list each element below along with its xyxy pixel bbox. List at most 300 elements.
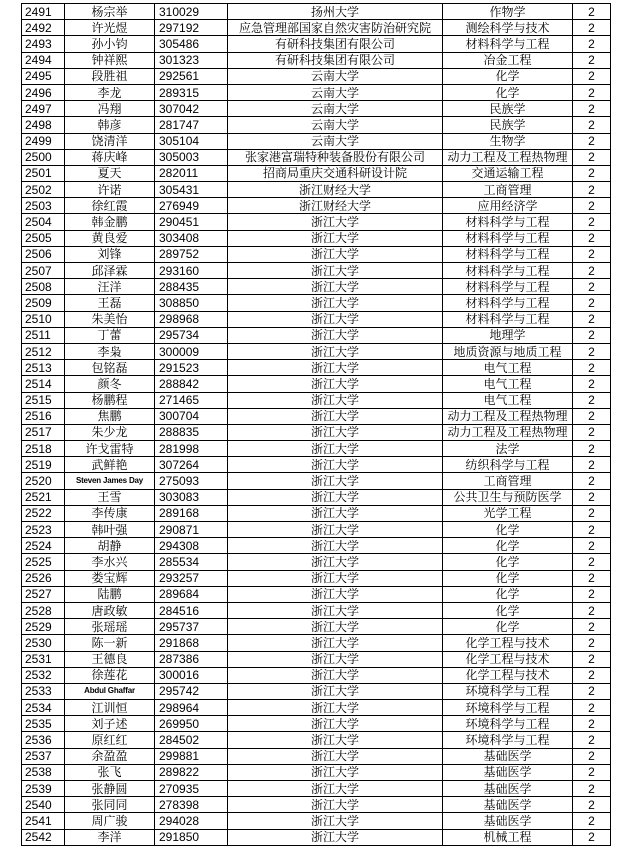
- id-cell: 307264: [155, 457, 228, 473]
- institution-cell: 浙江大学: [228, 327, 443, 343]
- discipline-cell: 化学工程与技术: [443, 635, 573, 651]
- institution-cell: 浙江大学: [228, 619, 443, 635]
- count-cell: 2: [573, 635, 611, 651]
- count-cell: 2: [573, 376, 611, 392]
- count-cell: 2: [573, 230, 611, 246]
- id-cell: 295737: [155, 619, 228, 635]
- table-row: [22, 20, 611, 36]
- name-cell: 许戈雷特: [65, 441, 155, 457]
- id-cell: 300009: [155, 343, 228, 359]
- name-cell: 饶清洋: [65, 133, 155, 149]
- discipline-cell: 基础医学: [443, 748, 573, 764]
- count-cell: 2: [573, 68, 611, 84]
- count-cell: 2: [573, 311, 611, 327]
- discipline-cell: 冶金工程: [443, 52, 573, 68]
- seq-number-cell: 2536: [22, 732, 65, 748]
- name-cell: 徐红霞: [65, 198, 155, 214]
- discipline-cell: 生物学: [443, 133, 573, 149]
- id-cell: 300704: [155, 408, 228, 424]
- institution-cell: 浙江大学: [228, 813, 443, 829]
- seq-number-cell: 2503: [22, 198, 65, 214]
- id-cell: 287386: [155, 651, 228, 667]
- name-cell: 徐莲花: [65, 667, 155, 683]
- count-cell: 2: [573, 586, 611, 602]
- table-row: [22, 311, 611, 327]
- name-cell: Abdul Ghaffar: [65, 683, 155, 699]
- discipline-cell: 材料科学与工程: [443, 279, 573, 295]
- id-cell: 307042: [155, 101, 228, 117]
- discipline-cell: 动力工程及工程热物理: [443, 149, 573, 165]
- name-cell: 张同同: [65, 797, 155, 813]
- institution-cell: 浙江大学: [228, 554, 443, 570]
- name-cell: 许诺: [65, 182, 155, 198]
- table-row: [22, 441, 611, 457]
- seq-number-cell: 2491: [22, 4, 65, 20]
- seq-number-cell: 2533: [22, 683, 65, 699]
- count-cell: 2: [573, 149, 611, 165]
- count-cell: 2: [573, 279, 611, 295]
- name-cell: 包铭磊: [65, 360, 155, 376]
- record-table: [21, 3, 611, 846]
- discipline-cell: 地质资源与地质工程: [443, 343, 573, 359]
- seq-number-cell: 2508: [22, 279, 65, 295]
- id-cell: 291850: [155, 829, 228, 845]
- table-row: [22, 764, 611, 780]
- name-cell: 陈一新: [65, 635, 155, 651]
- institution-cell: 云南大学: [228, 117, 443, 133]
- seq-number-cell: 2532: [22, 667, 65, 683]
- seq-number-cell: 2523: [22, 522, 65, 538]
- seq-number-cell: 2535: [22, 716, 65, 732]
- table-row: [22, 748, 611, 764]
- discipline-cell: 应用经济学: [443, 198, 573, 214]
- seq-number-cell: 2517: [22, 424, 65, 440]
- table-row: [22, 84, 611, 100]
- table-row: [22, 182, 611, 198]
- id-cell: 305431: [155, 182, 228, 198]
- table-row: [22, 813, 611, 829]
- institution-cell: 浙江大学: [228, 570, 443, 586]
- discipline-cell: 化学: [443, 538, 573, 554]
- table-row: [22, 408, 611, 424]
- discipline-cell: 化学工程与技术: [443, 651, 573, 667]
- discipline-cell: 民族学: [443, 101, 573, 117]
- discipline-cell: 材料科学与工程: [443, 36, 573, 52]
- seq-number-cell: 2507: [22, 263, 65, 279]
- seq-number-cell: 2518: [22, 441, 65, 457]
- name-cell: 武鲜艳: [65, 457, 155, 473]
- table-row: [22, 667, 611, 683]
- discipline-cell: 光学工程: [443, 505, 573, 521]
- table-row: [22, 651, 611, 667]
- institution-cell: 有研科技集团有限公司: [228, 52, 443, 68]
- discipline-cell: 环境科学与工程: [443, 716, 573, 732]
- id-cell: 292561: [155, 68, 228, 84]
- name-cell: 唐政敏: [65, 602, 155, 618]
- discipline-cell: 化学: [443, 522, 573, 538]
- seq-number-cell: 2504: [22, 214, 65, 230]
- institution-cell: 浙江大学: [228, 441, 443, 457]
- institution-cell: 张家港富瑞特种装备股份有限公司: [228, 149, 443, 165]
- institution-cell: 浙江大学: [228, 214, 443, 230]
- discipline-cell: 民族学: [443, 117, 573, 133]
- discipline-cell: 环境科学与工程: [443, 732, 573, 748]
- id-cell: 289822: [155, 764, 228, 780]
- count-cell: 2: [573, 570, 611, 586]
- discipline-cell: 基础医学: [443, 797, 573, 813]
- id-cell: 271465: [155, 392, 228, 408]
- name-cell: 张飞: [65, 764, 155, 780]
- count-cell: 2: [573, 538, 611, 554]
- id-cell: 290871: [155, 522, 228, 538]
- discipline-cell: 基础医学: [443, 781, 573, 797]
- institution-cell: 浙江大学: [228, 424, 443, 440]
- seq-number-cell: 2538: [22, 764, 65, 780]
- count-cell: 2: [573, 20, 611, 36]
- id-cell: 294028: [155, 813, 228, 829]
- discipline-cell: 机械工程: [443, 829, 573, 845]
- institution-cell: 云南大学: [228, 84, 443, 100]
- seq-number-cell: 2526: [22, 570, 65, 586]
- institution-cell: 浙江大学: [228, 586, 443, 602]
- table-row: [22, 117, 611, 133]
- discipline-cell: 测绘科学与技术: [443, 20, 573, 36]
- count-cell: 2: [573, 667, 611, 683]
- table-row: [22, 489, 611, 505]
- discipline-cell: 材料科学与工程: [443, 263, 573, 279]
- table-row: [22, 279, 611, 295]
- seq-number-cell: 2528: [22, 602, 65, 618]
- institution-cell: 扬州大学: [228, 4, 443, 20]
- name-cell: 汪洋: [65, 279, 155, 295]
- seq-number-cell: 2524: [22, 538, 65, 554]
- count-cell: 2: [573, 522, 611, 538]
- discipline-cell: 基础医学: [443, 764, 573, 780]
- seq-number-cell: 2501: [22, 165, 65, 181]
- discipline-cell: 动力工程及工程热物理: [443, 408, 573, 424]
- table-row: [22, 619, 611, 635]
- name-cell: 余盈盈: [65, 748, 155, 764]
- table-row: [22, 683, 611, 699]
- id-cell: 281747: [155, 117, 228, 133]
- seq-number-cell: 2506: [22, 246, 65, 262]
- count-cell: 2: [573, 683, 611, 699]
- id-cell: 297192: [155, 20, 228, 36]
- count-cell: 2: [573, 602, 611, 618]
- table-row: [22, 602, 611, 618]
- discipline-cell: 工商管理: [443, 473, 573, 489]
- table-row: [22, 554, 611, 570]
- id-cell: 276949: [155, 198, 228, 214]
- table-row: [22, 36, 611, 52]
- seq-number-cell: 2496: [22, 84, 65, 100]
- name-cell: 刘子述: [65, 716, 155, 732]
- id-cell: 289752: [155, 246, 228, 262]
- name-cell: 周广骏: [65, 813, 155, 829]
- name-cell: 王德良: [65, 651, 155, 667]
- id-cell: 298968: [155, 311, 228, 327]
- name-cell: 杨宗举: [65, 4, 155, 20]
- table-row: [22, 246, 611, 262]
- id-cell: 291868: [155, 635, 228, 651]
- seq-number-cell: 2527: [22, 586, 65, 602]
- count-cell: 2: [573, 117, 611, 133]
- table-row: [22, 165, 611, 181]
- table-row: [22, 343, 611, 359]
- discipline-cell: 电气工程: [443, 392, 573, 408]
- institution-cell: 浙江大学: [228, 343, 443, 359]
- seq-number-cell: 2520: [22, 473, 65, 489]
- name-cell: 许光煜: [65, 20, 155, 36]
- seq-number-cell: 2519: [22, 457, 65, 473]
- seq-number-cell: 2513: [22, 360, 65, 376]
- id-cell: 303408: [155, 230, 228, 246]
- count-cell: 2: [573, 700, 611, 716]
- count-cell: 2: [573, 214, 611, 230]
- institution-cell: 浙江大学: [228, 279, 443, 295]
- discipline-cell: 动力工程及工程热物理: [443, 424, 573, 440]
- id-cell: 281998: [155, 441, 228, 457]
- name-cell: 韩金鹏: [65, 214, 155, 230]
- seq-number-cell: 2540: [22, 797, 65, 813]
- seq-number-cell: 2493: [22, 36, 65, 52]
- institution-cell: 浙江大学: [228, 522, 443, 538]
- seq-number-cell: 2522: [22, 505, 65, 521]
- count-cell: 2: [573, 716, 611, 732]
- seq-number-cell: 2499: [22, 133, 65, 149]
- id-cell: 301323: [155, 52, 228, 68]
- id-cell: 291523: [155, 360, 228, 376]
- id-cell: 289684: [155, 586, 228, 602]
- discipline-cell: 化学: [443, 84, 573, 100]
- id-cell: 308850: [155, 295, 228, 311]
- table-row: [22, 392, 611, 408]
- table-row: [22, 538, 611, 554]
- seq-number-cell: 2541: [22, 813, 65, 829]
- institution-cell: 浙江大学: [228, 392, 443, 408]
- name-cell: 钟祥熙: [65, 52, 155, 68]
- institution-cell: 浙江大学: [228, 683, 443, 699]
- discipline-cell: 基础医学: [443, 813, 573, 829]
- institution-cell: 浙江大学: [228, 732, 443, 748]
- discipline-cell: 材料科学与工程: [443, 230, 573, 246]
- id-cell: 289315: [155, 84, 228, 100]
- table-row: [22, 101, 611, 117]
- count-cell: 2: [573, 36, 611, 52]
- table-row: [22, 473, 611, 489]
- institution-cell: 浙江大学: [228, 295, 443, 311]
- count-cell: 2: [573, 408, 611, 424]
- institution-cell: 浙江大学: [228, 311, 443, 327]
- seq-number-cell: 2531: [22, 651, 65, 667]
- count-cell: 2: [573, 473, 611, 489]
- discipline-cell: 工商管理: [443, 182, 573, 198]
- table-row: [22, 4, 611, 20]
- table-row: [22, 230, 611, 246]
- id-cell: 293160: [155, 263, 228, 279]
- name-cell: 王雪: [65, 489, 155, 505]
- seq-number-cell: 2494: [22, 52, 65, 68]
- seq-number-cell: 2521: [22, 489, 65, 505]
- table-row: [22, 797, 611, 813]
- count-cell: 2: [573, 441, 611, 457]
- institution-cell: 有研科技集团有限公司: [228, 36, 443, 52]
- institution-cell: 招商局重庆交通科研设计院: [228, 165, 443, 181]
- discipline-cell: 化学: [443, 68, 573, 84]
- seq-number-cell: 2505: [22, 230, 65, 246]
- count-cell: 2: [573, 489, 611, 505]
- seq-number-cell: 2500: [22, 149, 65, 165]
- count-cell: 2: [573, 4, 611, 20]
- discipline-cell: 交通运输工程: [443, 165, 573, 181]
- seq-number-cell: 2516: [22, 408, 65, 424]
- institution-cell: 浙江大学: [228, 505, 443, 521]
- count-cell: 2: [573, 424, 611, 440]
- table-row: [22, 376, 611, 392]
- table-row: [22, 732, 611, 748]
- name-cell: 张静圆: [65, 781, 155, 797]
- seq-number-cell: 2525: [22, 554, 65, 570]
- name-cell: 韩彦: [65, 117, 155, 133]
- seq-number-cell: 2530: [22, 635, 65, 651]
- name-cell: 张瑶瑶: [65, 619, 155, 635]
- count-cell: 2: [573, 165, 611, 181]
- discipline-cell: 纺织科学与工程: [443, 457, 573, 473]
- table-row: [22, 522, 611, 538]
- count-cell: 2: [573, 651, 611, 667]
- discipline-cell: 法学: [443, 441, 573, 457]
- count-cell: 2: [573, 263, 611, 279]
- id-cell: 288435: [155, 279, 228, 295]
- count-cell: 2: [573, 198, 611, 214]
- discipline-cell: 作物学: [443, 4, 573, 20]
- count-cell: 2: [573, 732, 611, 748]
- seq-number-cell: 2537: [22, 748, 65, 764]
- count-cell: 2: [573, 327, 611, 343]
- id-cell: 305486: [155, 36, 228, 52]
- count-cell: 2: [573, 295, 611, 311]
- count-cell: 2: [573, 505, 611, 521]
- name-cell: 胡静: [65, 538, 155, 554]
- count-cell: 2: [573, 133, 611, 149]
- name-cell: 杨鹏程: [65, 392, 155, 408]
- table-row: [22, 327, 611, 343]
- seq-number-cell: 2514: [22, 376, 65, 392]
- table-row: [22, 68, 611, 84]
- name-cell: 陆鹏: [65, 586, 155, 602]
- table-row: [22, 505, 611, 521]
- name-cell: 邱泽霖: [65, 263, 155, 279]
- seq-number-cell: 2495: [22, 68, 65, 84]
- name-cell: 朱美怡: [65, 311, 155, 327]
- name-cell: 王磊: [65, 295, 155, 311]
- count-cell: 2: [573, 764, 611, 780]
- table-row: [22, 149, 611, 165]
- institution-cell: 浙江大学: [228, 667, 443, 683]
- id-cell: 298964: [155, 700, 228, 716]
- institution-cell: 浙江大学: [228, 781, 443, 797]
- discipline-cell: 化学: [443, 619, 573, 635]
- discipline-cell: 材料科学与工程: [443, 214, 573, 230]
- discipline-cell: 化学: [443, 570, 573, 586]
- table-row: [22, 424, 611, 440]
- discipline-cell: 电气工程: [443, 360, 573, 376]
- table-row: [22, 829, 611, 845]
- name-cell: 江训恒: [65, 700, 155, 716]
- id-cell: 310029: [155, 4, 228, 20]
- id-cell: 270935: [155, 781, 228, 797]
- table-row: [22, 52, 611, 68]
- id-cell: 294308: [155, 538, 228, 554]
- id-cell: 288835: [155, 424, 228, 440]
- name-cell: 孙小钧: [65, 36, 155, 52]
- id-cell: 305003: [155, 149, 228, 165]
- id-cell: 290451: [155, 214, 228, 230]
- count-cell: 2: [573, 781, 611, 797]
- id-cell: 293257: [155, 570, 228, 586]
- name-cell: 夏天: [65, 165, 155, 181]
- id-cell: 300016: [155, 667, 228, 683]
- count-cell: 2: [573, 392, 611, 408]
- count-cell: 2: [573, 246, 611, 262]
- count-cell: 2: [573, 457, 611, 473]
- discipline-cell: 化学工程与技术: [443, 667, 573, 683]
- seq-number-cell: 2542: [22, 829, 65, 845]
- count-cell: 2: [573, 829, 611, 845]
- count-cell: 2: [573, 343, 611, 359]
- institution-cell: 浙江大学: [228, 602, 443, 618]
- seq-number-cell: 2502: [22, 182, 65, 198]
- institution-cell: 云南大学: [228, 101, 443, 117]
- table-row: [22, 133, 611, 149]
- name-cell: 焦鹏: [65, 408, 155, 424]
- table-row: [22, 360, 611, 376]
- discipline-cell: 电气工程: [443, 376, 573, 392]
- table-row: [22, 263, 611, 279]
- institution-cell: 浙江大学: [228, 748, 443, 764]
- id-cell: 275093: [155, 473, 228, 489]
- table-body: [22, 4, 611, 846]
- name-cell: 李龙: [65, 84, 155, 100]
- institution-cell: 浙江大学: [228, 457, 443, 473]
- discipline-cell: 材料科学与工程: [443, 246, 573, 262]
- name-cell: 刘锋: [65, 246, 155, 262]
- count-cell: 2: [573, 84, 611, 100]
- seq-number-cell: 2509: [22, 295, 65, 311]
- institution-cell: 浙江大学: [228, 360, 443, 376]
- id-cell: 284516: [155, 602, 228, 618]
- id-cell: 285534: [155, 554, 228, 570]
- institution-cell: 浙江大学: [228, 376, 443, 392]
- id-cell: 305104: [155, 133, 228, 149]
- count-cell: 2: [573, 101, 611, 117]
- name-cell: 李水兴: [65, 554, 155, 570]
- name-cell: 颜冬: [65, 376, 155, 392]
- id-cell: 299881: [155, 748, 228, 764]
- id-cell: 289168: [155, 505, 228, 521]
- discipline-cell: 地理学: [443, 327, 573, 343]
- name-cell: Steven James Day: [65, 473, 155, 489]
- table-row: [22, 635, 611, 651]
- institution-cell: 浙江大学: [228, 489, 443, 505]
- seq-number-cell: 2492: [22, 20, 65, 36]
- discipline-cell: 环境科学与工程: [443, 683, 573, 699]
- institution-cell: 浙江大学: [228, 651, 443, 667]
- seq-number-cell: 2510: [22, 311, 65, 327]
- id-cell: 295742: [155, 683, 228, 699]
- table-row: [22, 700, 611, 716]
- name-cell: 韩叶强: [65, 522, 155, 538]
